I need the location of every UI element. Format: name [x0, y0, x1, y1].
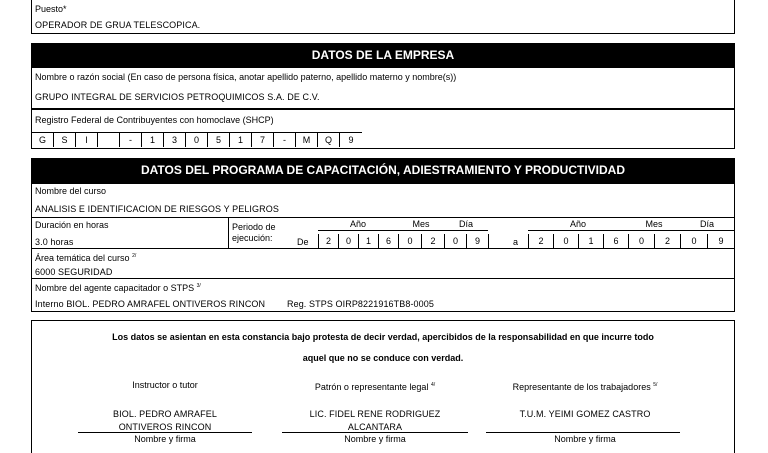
end-digit: 0: [681, 234, 708, 248]
rfc-char: -: [120, 133, 142, 147]
instructor-name-1: BIOL. PEDRO AMRAFEL: [113, 409, 217, 419]
start-digit: 0: [445, 234, 467, 248]
rfc-char: G: [32, 133, 54, 147]
representante-signature-line: [486, 432, 680, 433]
start-mes-label: Mes: [412, 219, 430, 229]
rfc-char: -: [274, 133, 296, 147]
rfc-char: 7: [252, 133, 274, 147]
patron-label: [280, 380, 470, 392]
duracion-label: Duración en horas: [35, 220, 109, 230]
instructor-label: Instructor o tutor: [132, 380, 198, 390]
patron-signature-line: [282, 432, 468, 433]
patron-name-1: LIC. FIDEL RENE RODRIGUEZ: [309, 409, 441, 419]
instructor-signature-line: [78, 432, 252, 433]
empresa-nombre-value: GRUPO INTEGRAL DE SERVICIOS PETROQUIMICOS S.A. DE C.V.: [35, 92, 320, 102]
area-value: 6000 SEGURIDAD: [35, 267, 113, 277]
end-digit: 0: [554, 234, 579, 248]
programa-header: DATOS DEL PROGRAMA DE CAPACITACIÓN, ADIESTRAMIENTO Y PRODUCTIVIDAD: [31, 158, 735, 183]
end-digit: 0: [629, 234, 655, 248]
end-date-cells: [528, 234, 734, 248]
end-dia-label: Día: [699, 219, 714, 229]
agente-sup: 3/: [196, 283, 201, 289]
start-digit: 1: [359, 234, 379, 248]
curso-value: ANALISIS E IDENTIFICACION DE RIESGOS Y PELIGROS: [35, 204, 279, 214]
end-anio-label: Año: [569, 219, 586, 229]
representante-label-text: Representante de los trabajadores: [512, 382, 651, 392]
end-digit: 9: [718, 236, 724, 246]
rfc-char: M: [296, 133, 318, 147]
instructor-nombre-firma: Nombre y firma: [134, 434, 196, 444]
declaracion-line-2: aquel que no se conduce con verdad.: [302, 353, 464, 363]
a-label: a: [513, 237, 519, 247]
patron-name-2: ALCANTARA: [347, 422, 403, 432]
area-box: [31, 248, 735, 279]
start-dia-label: Día: [458, 219, 473, 229]
start-digit: 9: [467, 234, 489, 248]
representante-nombre-firma: Nombre y firma: [554, 434, 616, 444]
instructor-name-2: ONTIVEROS RINCON: [118, 422, 212, 432]
start-digit: 2: [422, 234, 445, 248]
area-label: [35, 251, 136, 263]
end-digit: 2: [655, 234, 681, 248]
rfc-char: [98, 133, 120, 147]
start-digit: 0: [339, 234, 359, 248]
agente-label-text: Nombre del agente capacitador o STPS: [35, 283, 195, 293]
rfc-char: 1: [142, 133, 164, 147]
top-tick-row: [31, 0, 735, 3]
de-label: De: [297, 237, 309, 247]
rfc-char: 1: [230, 133, 252, 147]
rfc-char: 3: [164, 133, 186, 147]
end-mes-label: Mes: [645, 219, 663, 229]
start-digit: 2: [319, 234, 339, 248]
patron-label-text: Patrón o representante legal: [314, 382, 429, 392]
rfc-char: I: [76, 133, 98, 147]
puesto-value: OPERADOR DE GRUA TELESCOPICA.: [35, 20, 201, 30]
start-date-rule: [318, 230, 488, 231]
registro-value: Reg. STPS OIRP8221916TB8-0005: [287, 299, 434, 309]
rfc-char: 5: [208, 133, 230, 147]
start-anio-label: Año: [349, 219, 366, 229]
puesto-label: Puesto*: [35, 4, 67, 14]
start-date-cells: [318, 234, 489, 248]
representante-name: T.U.M. YEIMI GOMEZ CASTRO: [519, 409, 651, 419]
end-date-rule: [528, 230, 735, 231]
curso-label: Nombre del curso: [35, 186, 107, 196]
rfc-cells: [32, 132, 362, 146]
representante-sup: 5/: [653, 382, 658, 388]
rfc-char: 0: [186, 133, 208, 147]
periodo-label-1: Periodo de: [232, 222, 276, 232]
empresa-header: DATOS DE LA EMPRESA: [31, 43, 735, 67]
periodo-label-2: ejecución:: [232, 233, 273, 243]
rfc-char: Q: [318, 133, 340, 147]
patron-sup: 4/: [430, 382, 436, 388]
agente-label: [35, 281, 201, 293]
rfc-char: 9: [348, 135, 354, 145]
duracion-divider: [228, 217, 229, 249]
empresa-nombre-label: Nombre o razón social (En caso de persona física, anotar apellido paterno, apellido materno y nombre(s)): [35, 72, 457, 82]
declaracion-line-1: Los datos se asientan en esta constancia bajo protesta de decir verdad, apercibidos de la responsabilidad en que incurre todo: [112, 332, 654, 342]
representante-label: [490, 380, 680, 392]
rfc-label: Registro Federal de Contribuyentes con homoclave (SHCP): [35, 115, 274, 125]
end-digit: 6: [604, 234, 629, 248]
patron-nombre-firma: Nombre y firma: [344, 434, 406, 444]
start-digit: 0: [399, 234, 422, 248]
area-sup: 2/: [132, 253, 137, 259]
agente-value: Interno BIOL. PEDRO AMRAFEL ONTIVEROS RINCON: [35, 299, 266, 309]
area-label-text: Área temática del curso: [35, 253, 130, 263]
rfc-char: S: [54, 133, 76, 147]
start-digit: 6: [379, 234, 399, 248]
end-digit: 1: [579, 234, 604, 248]
end-digit: 2: [529, 234, 554, 248]
duracion-value: 3.0 horas: [35, 237, 74, 247]
